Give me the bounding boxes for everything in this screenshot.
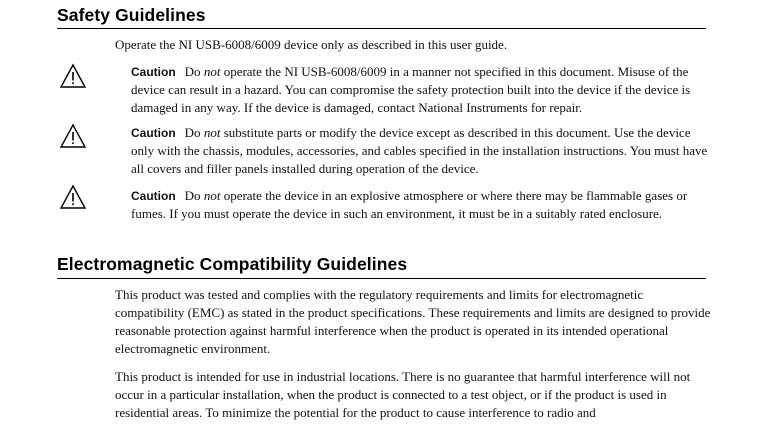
caution-text-pre: Do: [184, 125, 204, 140]
caution-text-emphasis: not: [203, 64, 221, 79]
emc-heading-rule: [57, 278, 706, 279]
safety-heading-rule: [57, 28, 706, 29]
safety-guidelines-heading: Safety Guidelines: [57, 5, 206, 25]
emc-guidelines-heading: Electromagnetic Compatibility Guidelines: [57, 254, 408, 274]
emc-paragraph-1: This product was tested and complies with the regulatory requirements and limits for electromagnetic compatibility (EMC) as stated in the product specifications. These requirements and limits are designed to provide reasonable protection against harmful interference when the product is operated in its intended operational electromagnetic environment.: [115, 287, 711, 356]
warning-triangle-icon: [59, 184, 87, 210]
caution-text-pre: Do: [184, 188, 204, 203]
caution-text-post: operate the NI USB-6008/6009 in a manner not specified in this document. Misuse of the device can result in a hazard. You can compromise the safety protection built into the device if the device is damaged in any way. If the device is damaged, contact National Instruments for repair.: [131, 64, 691, 115]
caution-label: Caution: [131, 65, 176, 79]
caution-text-emphasis: not: [203, 125, 221, 140]
caution-text-post: substitute parts or modify the device except as described in this document. Use the device only with the chassis, modules, accessories, and cables specified in the installation instructions. You must have all covers and filler panels installed during operation of the device.: [131, 125, 708, 176]
caution-block-3: [131, 187, 711, 223]
caution-text-post: operate the device in an explosive atmosphere or where there may be flammable gases or fumes. If you must operate the device in such an environment, it must be in a suitably rated enclosure.: [131, 188, 688, 221]
caution-label: Caution: [131, 189, 176, 203]
emc-paragraph-2: This product is intended for use in industrial locations. There is no guarantee that harmful interference will not occur in a particular installation, when the product is connected to a test object, or if the product is used in residential areas. To minimize the potential for the product to cause interference to radio and: [115, 369, 691, 420]
safety-intro-paragraph: Operate the NI USB-6008/6009 device only as described in this user guide.: [115, 37, 508, 52]
caution-label: Caution: [131, 126, 176, 140]
warning-triangle-icon: [59, 123, 87, 149]
warning-triangle-icon: [59, 63, 87, 89]
caution-block-1: [131, 63, 711, 117]
caution-text-pre: Do: [184, 64, 204, 79]
caution-block-2: [131, 124, 711, 178]
caution-text-emphasis: not: [203, 188, 221, 203]
